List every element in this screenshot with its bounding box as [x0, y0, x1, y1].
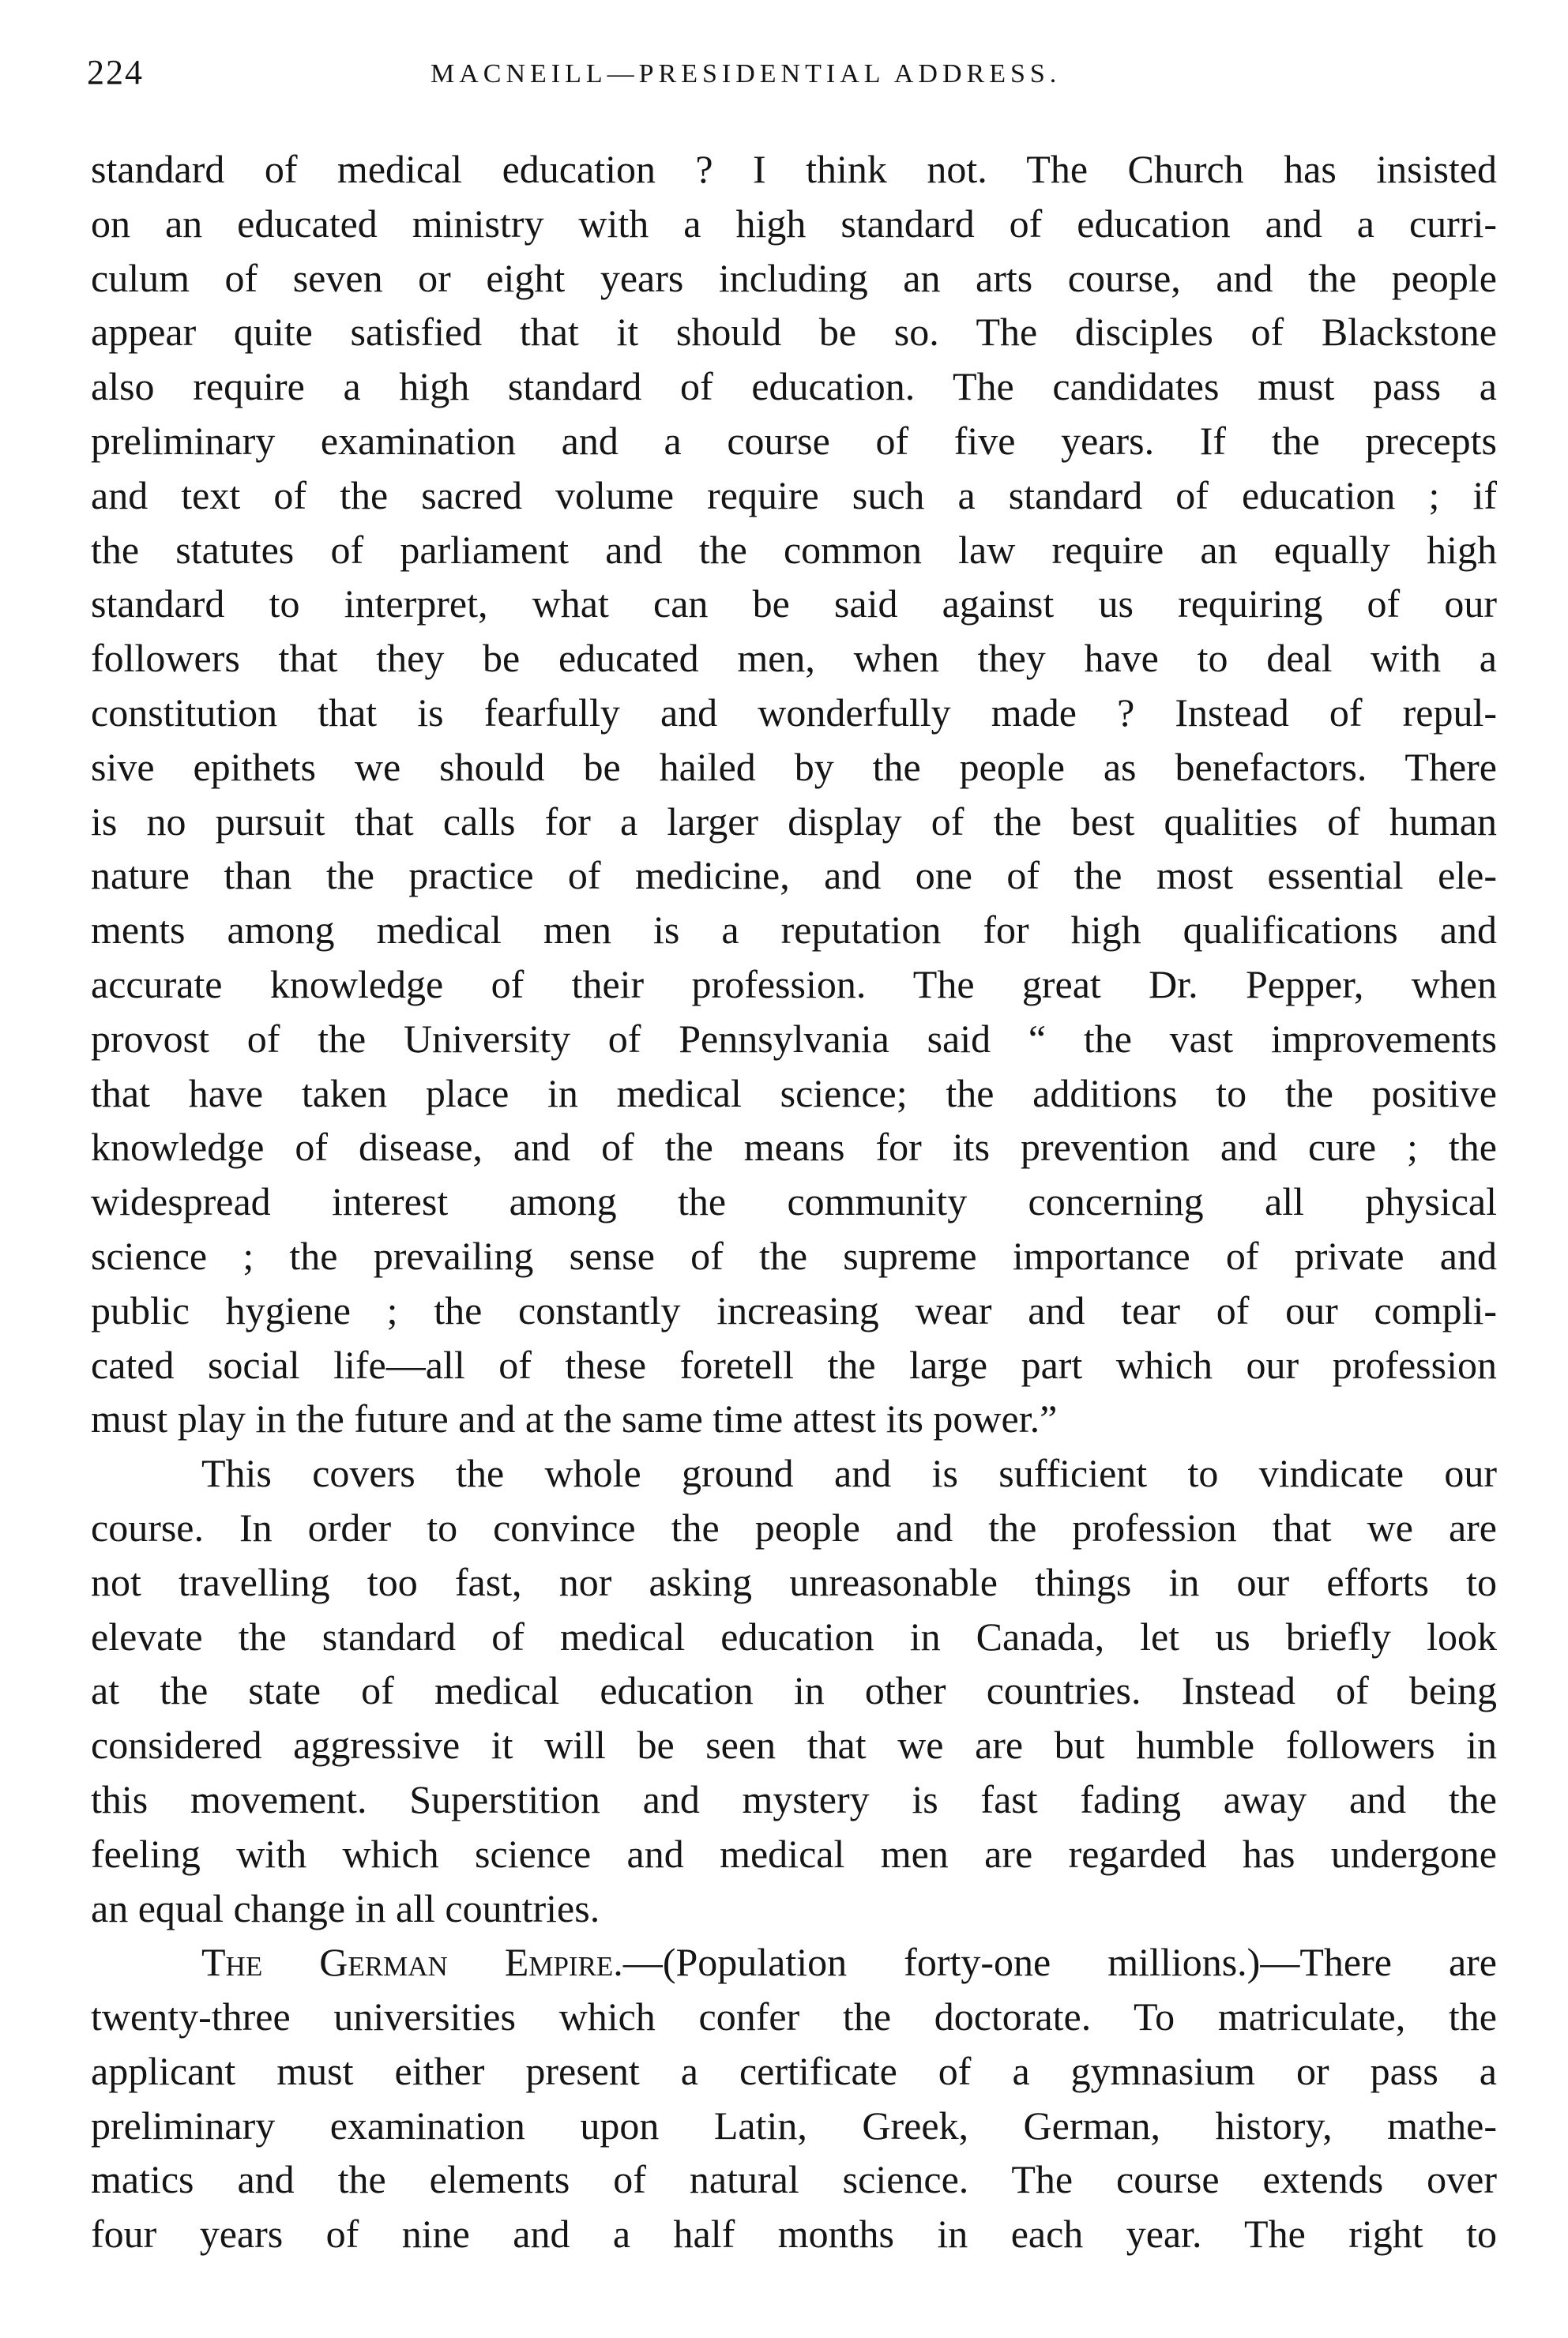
- text-line: course. In order to convince the people and the profession that we are: [91, 1505, 1497, 1550]
- running-title: MACNEILL—PRESIDENTIAL ADDRESS.: [431, 59, 1062, 88]
- text-line: that have taken place in medical science; the additions to the positive: [91, 1070, 1497, 1115]
- text-line: provost of the University of Pennsylvania said “ the vast improvements: [91, 1016, 1497, 1061]
- text-line: is no pursuit that calls for a larger display of the best qualities of human: [91, 799, 1497, 844]
- text-line: widespread interest among the community concerning all physical: [91, 1179, 1497, 1224]
- text-line: public hygiene ; the constantly increasing wear and tear of our compli-: [91, 1287, 1497, 1333]
- text-line: accurate knowledge of their profession. The great Dr. Pepper, when: [91, 961, 1497, 1006]
- text-line: not travelling too fast, nor asking unreasonable things in our efforts to: [91, 1559, 1497, 1604]
- text-line: four years of nine and a half months in each year. The right to: [91, 2212, 1497, 2257]
- text-line: and text of the sacred volume require such a standard of education ; if: [91, 472, 1497, 517]
- paragraph-1: [91, 142, 1497, 1446]
- text-line: This covers the whole ground and is sufficient to vindicate our: [201, 1451, 1497, 1496]
- text-line: nature than the practice of medicine, and one of the most essential ele-: [91, 853, 1497, 898]
- text-line: must play in the future and at the same time attest its power.”: [91, 1396, 1058, 1442]
- text-line: cated social life—all of these foretell the large part which our profession: [91, 1342, 1497, 1387]
- text-line: preliminary examination and a course of five years. If the precepts: [91, 418, 1497, 463]
- text-line: at the state of medical education in other countries. Instead of being: [91, 1668, 1497, 1713]
- text-line: science ; the prevailing sense of the supreme importance of private and: [91, 1233, 1497, 1278]
- text-line: ments among medical men is a reputation for high qualifications and: [91, 908, 1497, 953]
- text-line: [91, 1935, 1497, 1990]
- running-header: [0, 49, 1568, 96]
- text-line: the statutes of parliament and the common law require an equally high: [91, 527, 1497, 572]
- text-line: elevate the standard of medical education in Canada, let us briefly look: [91, 1614, 1497, 1659]
- page-number: 224: [87, 53, 144, 92]
- text-line: culum of seven or eight years including an arts course, and the people: [91, 255, 1497, 300]
- text-line: followers that they be educated men, when they have to deal with a: [91, 636, 1497, 681]
- text-line: standard to interpret, what can be said against us requiring of our: [91, 581, 1497, 626]
- text-line: knowledge of disease, and of the means for its prevention and cure ; the: [91, 1125, 1497, 1170]
- text-line: constitution that is fearfully and wonderfully made ? Instead of repul-: [91, 690, 1497, 735]
- text-line: standard of medical education ? I think not. The Church has insisted: [91, 147, 1497, 191]
- text-line: considered aggressive it will be seen that we are but humble followers in: [91, 1723, 1497, 1768]
- text-line: on an educated ministry with a high standard of education and a curri-: [91, 201, 1497, 246]
- text-line: applicant must either present a certificate of a gymnasium or pass a: [91, 2048, 1497, 2093]
- body-text: [91, 142, 1497, 2261]
- text-line: preliminary examination upon Latin, Greek, German, history, mathe-: [91, 2103, 1497, 2148]
- section-heading: The German Empire.: [201, 1940, 623, 1985]
- text-line: appear quite satisfied that it should be so. The disciples of Blackstone: [91, 310, 1497, 355]
- text-run: —(Population forty-one millions.)—There are: [622, 1940, 1497, 1985]
- text-line: this movement. Superstition and mystery is fast fading away and the: [91, 1776, 1497, 1821]
- paragraph-3: [91, 1935, 1497, 2261]
- paragraph-2: [91, 1446, 1497, 1935]
- text-line: an equal change in all countries.: [91, 1885, 600, 1930]
- text-line: twenty-three universities which confer the doctorate. To matriculate, the: [91, 1994, 1497, 2039]
- text-line: feeling with which science and medical men are regarded has undergone: [91, 1831, 1497, 1876]
- text-line: matics and the elements of natural science. The course extends over: [91, 2157, 1497, 2202]
- text-line: also require a high standard of education. The candidates must pass a: [91, 364, 1497, 409]
- text-line: sive epithets we should be hailed by the people as benefactors. There: [91, 744, 1497, 789]
